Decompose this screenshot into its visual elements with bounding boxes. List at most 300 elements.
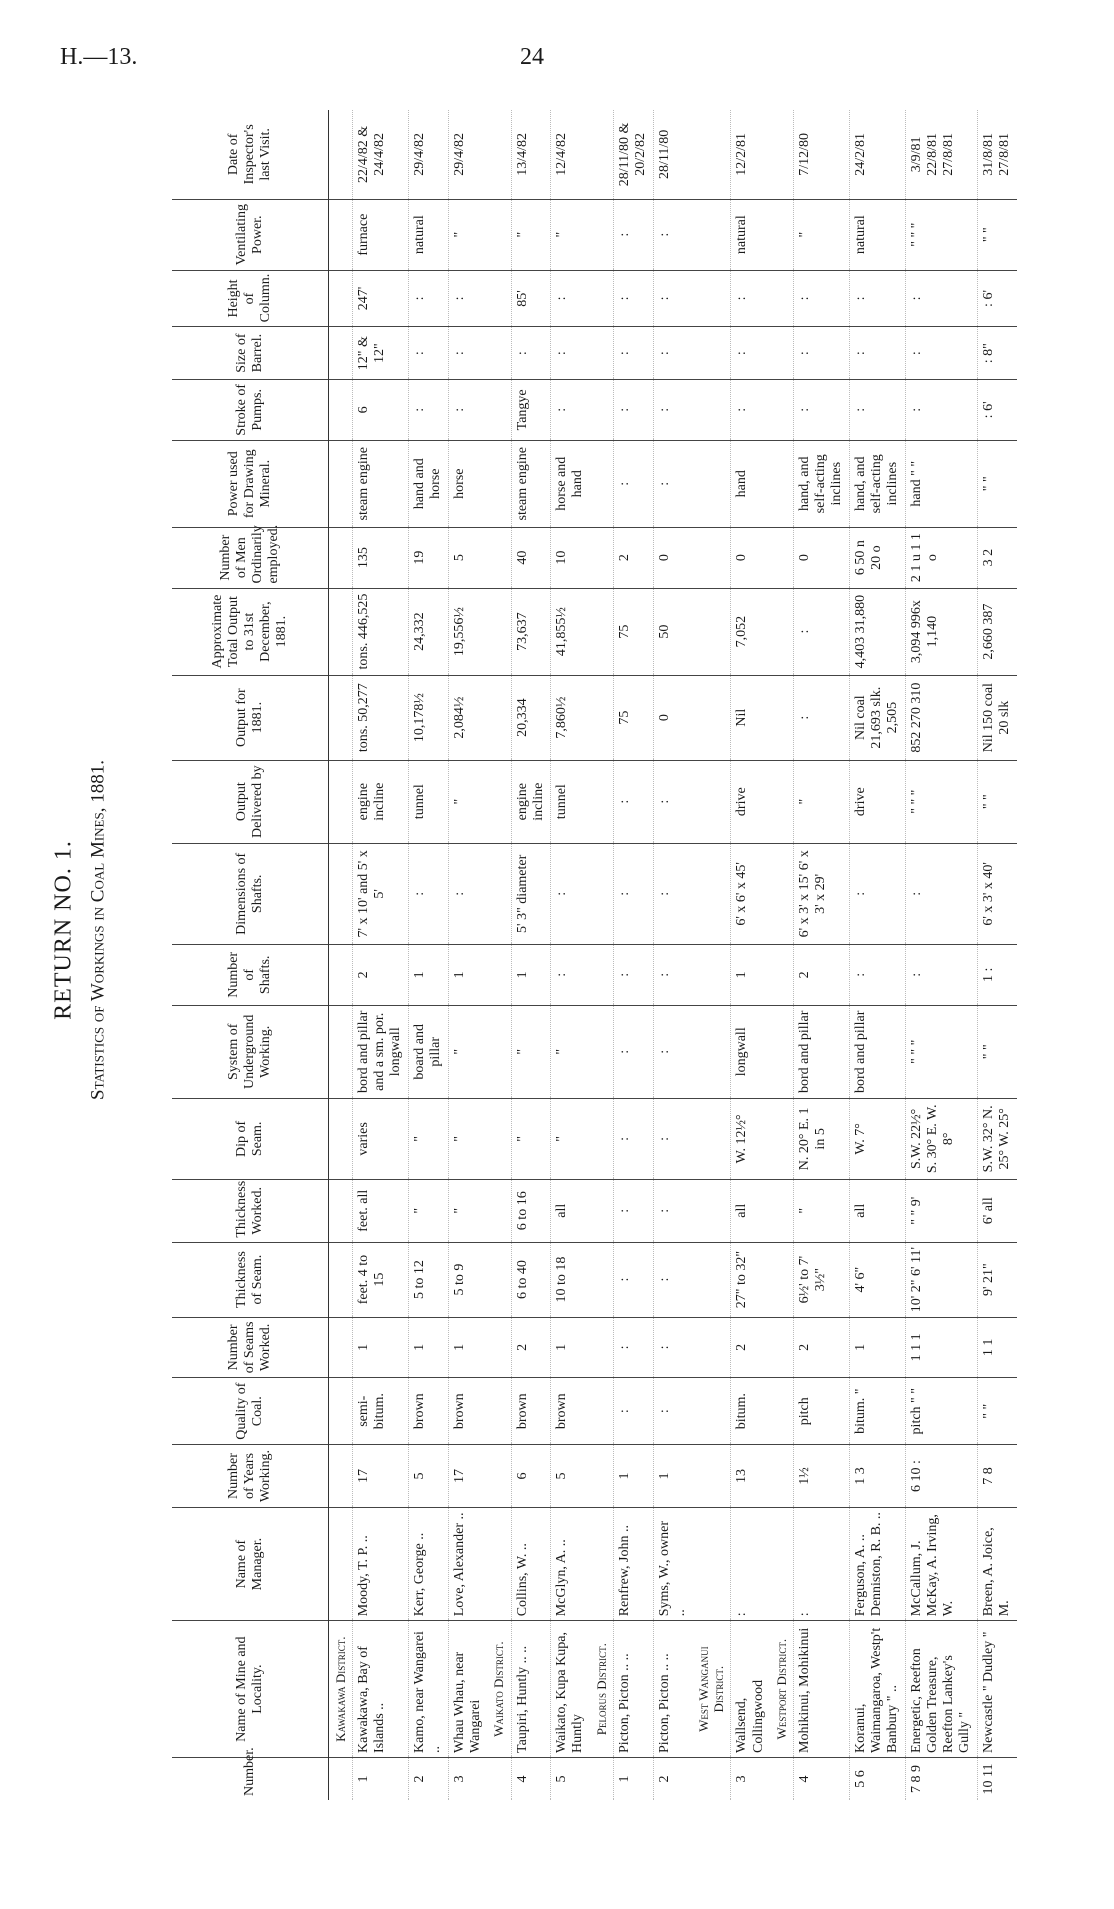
empty-cell: [329, 199, 353, 270]
table-cell: 12" & 12": [353, 327, 409, 380]
table-cell: Tangye: [511, 379, 551, 440]
empty-cell: [590, 1378, 614, 1445]
table-cell: board and pillar: [409, 1005, 449, 1098]
table-cell: :: [850, 270, 906, 327]
table-cell: ": [448, 1179, 487, 1242]
table-cell: :: [613, 379, 653, 440]
column-header: Approximate Total Output to 31st December, 1881.: [172, 588, 329, 675]
table-cell: engine incline: [353, 760, 409, 843]
table-cell: 0: [731, 527, 770, 588]
table-cell: :: [906, 944, 978, 1005]
table-body: [329, 110, 1018, 1800]
empty-cell: [692, 1098, 731, 1179]
empty-cell: [770, 944, 794, 1005]
table-cell: tons. 50,277: [353, 675, 409, 760]
table-cell: tunnel: [551, 760, 590, 843]
table-cell: :: [731, 270, 770, 327]
table-cell: 1: [511, 944, 551, 1005]
table-cell: S.W. 32° N. 25° W. 25°: [978, 1098, 1017, 1179]
table-cell: " " ": [906, 760, 978, 843]
table-cell: 24,332: [409, 588, 449, 675]
table-cell: ": [551, 1005, 590, 1098]
table-cell: 2: [511, 1317, 551, 1378]
table-cell: :: [906, 327, 978, 380]
empty-cell: [590, 1179, 614, 1242]
empty-cell: [329, 1098, 353, 1179]
empty-cell: [487, 944, 511, 1005]
table-cell: pitch " ": [906, 1378, 978, 1445]
table-cell: brown: [511, 1378, 551, 1445]
column-header: Size of Barrel.: [172, 327, 329, 380]
table-cell: 5: [551, 1445, 590, 1508]
table-row: [731, 110, 770, 1800]
empty-cell: [590, 199, 614, 270]
table-cell: 5: [448, 527, 487, 588]
empty-cell: [329, 1242, 353, 1317]
table-cell: :: [409, 270, 449, 327]
table-cell: Nil coal 21,693 slk. 2,505: [850, 675, 906, 760]
table-cell: 41,855½: [551, 588, 590, 675]
empty-cell: [329, 1378, 353, 1445]
table-cell: 6' all: [978, 1179, 1017, 1242]
table-cell: 7,860½: [551, 675, 590, 760]
table-cell: 1 :: [978, 944, 1017, 1005]
table-cell: 5: [409, 1445, 449, 1508]
table-cell: 2 1 u 1 1 o: [906, 527, 978, 588]
table-cell: 1: [653, 1445, 692, 1508]
empty-cell: [487, 1507, 511, 1620]
table-cell: " " ": [906, 1005, 978, 1098]
table-cell: 2: [656, 1775, 672, 1783]
table-cell: :: [613, 1378, 653, 1445]
table-cell: Taupiri, Huntly .. ..: [511, 1621, 551, 1758]
table-cell: Collins, W. ..: [511, 1507, 551, 1620]
table-cell: 2: [412, 1775, 428, 1783]
table-cell: 3: [451, 1775, 467, 1783]
empty-cell: [487, 1317, 511, 1378]
table-cell: ": [511, 1005, 551, 1098]
district-heading: Pelorus District.: [590, 1621, 614, 1758]
table-cell: 3 2: [978, 527, 1017, 588]
empty-cell: [770, 588, 794, 675]
table-cell: brown: [448, 1378, 487, 1445]
table-cell: 6' x 3' x 15' 6' x 3' x 29': [794, 843, 850, 944]
table-cell: :: [794, 270, 850, 327]
empty-cell: [487, 1179, 511, 1242]
empty-cell: [692, 1005, 731, 1098]
table-cell: Newcastle " Dudley ": [978, 1621, 1017, 1758]
table-cell: :: [794, 379, 850, 440]
table-cell: 2: [353, 944, 409, 1005]
table-row: [409, 110, 449, 1800]
table-cell: 12/2/81: [731, 110, 770, 199]
table-cell: steam engine: [353, 440, 409, 527]
empty-cell: [590, 527, 614, 588]
table-cell: :: [850, 843, 906, 944]
table-cell: natural: [850, 199, 906, 270]
table-cell: Mohikinui, Mohikinui: [794, 1621, 850, 1758]
empty-cell: [329, 1445, 353, 1508]
table-cell: ": [511, 1098, 551, 1179]
district-heading: West Wanganui District.: [692, 1621, 731, 1758]
empty-cell: [487, 1098, 511, 1179]
table-cell: 1: [731, 944, 770, 1005]
table-cell: :: [409, 327, 449, 380]
table-cell: 0: [653, 675, 692, 760]
table-cell: 6: [511, 1445, 551, 1508]
table-cell: " ": [978, 199, 1017, 270]
table-cell: " ": [978, 1378, 1017, 1445]
empty-cell: [329, 110, 353, 199]
empty-cell: [590, 440, 614, 527]
empty-cell: [692, 944, 731, 1005]
table-cell: " ": [978, 760, 1017, 843]
column-header: Power used for Drawing Mineral.: [172, 440, 329, 527]
column-header: Output for 1881.: [172, 675, 329, 760]
table-cell: :: [850, 379, 906, 440]
column-header: Stroke of Pumps.: [172, 379, 329, 440]
table-cell: 22/4/82 & 24/4/82: [353, 110, 409, 199]
empty-cell: [487, 760, 511, 843]
empty-cell: [329, 944, 353, 1005]
table-cell: 7/12/80: [794, 110, 850, 199]
empty-cell: [487, 270, 511, 327]
table-cell: hand, and self-acting inclines: [794, 440, 850, 527]
table-cell: 5 to 9: [448, 1242, 487, 1317]
table-cell: :: [794, 588, 850, 675]
table-cell: feet. all: [353, 1179, 409, 1242]
table-cell: 5: [554, 1775, 570, 1783]
table-cell: 19: [409, 527, 449, 588]
empty-cell: [590, 675, 614, 760]
empty-cell: [590, 1317, 614, 1378]
empty-cell: [590, 379, 614, 440]
table-cell: 13: [731, 1445, 770, 1508]
table-cell: 247': [353, 270, 409, 327]
column-header: Number.: [172, 1757, 329, 1800]
table-cell: Koranui, Waimangaroa, Westp't Banbury " ..: [850, 1621, 906, 1758]
table-cell: 1: [356, 1775, 372, 1783]
column-header: Height of Column.: [172, 270, 329, 327]
table-cell: 27" to 32": [731, 1242, 770, 1317]
coal-mines-table: [172, 110, 1017, 1800]
table-cell: 75: [613, 588, 653, 675]
empty-cell: [329, 1507, 353, 1620]
table-cell: all: [731, 1179, 770, 1242]
table-cell: " " 9': [906, 1179, 978, 1242]
empty-cell: [329, 440, 353, 527]
table-cell: ": [794, 760, 850, 843]
column-header: Date of Inspector's last Visit.: [172, 110, 329, 199]
empty-cell: [329, 379, 353, 440]
table-cell: 6 50 n 20 o: [850, 527, 906, 588]
table-cell: :: [613, 760, 653, 843]
table-cell: 73,637: [511, 588, 551, 675]
empty-cell: [487, 1378, 511, 1445]
empty-cell: [770, 110, 794, 199]
table-cell: :: [653, 327, 692, 380]
district-row: [590, 110, 614, 1800]
table-cell: 6 to 40: [511, 1242, 551, 1317]
table-cell: 1: [409, 944, 449, 1005]
empty-cell: [692, 760, 731, 843]
empty-cell: [487, 1757, 511, 1800]
empty-cell: [590, 110, 614, 199]
table-cell: 6 to 16: [511, 1179, 551, 1242]
table-cell: :: [551, 379, 590, 440]
empty-cell: [487, 199, 511, 270]
table-cell: W. 12½°: [731, 1098, 770, 1179]
empty-cell: [770, 760, 794, 843]
table-cell: 17: [448, 1445, 487, 1508]
empty-cell: [692, 588, 731, 675]
empty-cell: [692, 1378, 731, 1445]
table-cell: Nil: [731, 675, 770, 760]
table-cell: :: [653, 1242, 692, 1317]
empty-cell: [692, 270, 731, 327]
table-cell: semi-bitum.: [353, 1378, 409, 1445]
table-cell: 29/4/82: [448, 110, 487, 199]
empty-cell: [770, 1507, 794, 1620]
table-cell: : 6': [978, 379, 1017, 440]
column-header: Number of Years Working.: [172, 1445, 329, 1508]
table-cell: 3: [734, 1775, 750, 1783]
table-cell: 7 8 9: [909, 1765, 925, 1793]
table-cell: 13/4/82: [511, 110, 551, 199]
empty-cell: [692, 675, 731, 760]
table-cell: :: [613, 843, 653, 944]
district-row: [692, 110, 731, 1800]
table-cell: :: [613, 327, 653, 380]
table-cell: bord and pillar: [794, 1005, 850, 1098]
table-cell: 6½' to 7' 3½": [794, 1242, 850, 1317]
table-cell: 2,084½: [448, 675, 487, 760]
table-cell: 1: [448, 944, 487, 1005]
table-cell: 20,334: [511, 675, 551, 760]
table-cell: :: [653, 199, 692, 270]
table-cell: 135: [353, 527, 409, 588]
table-cell: :: [613, 944, 653, 1005]
table-cell: bitum. ": [850, 1378, 906, 1445]
empty-cell: [487, 1242, 511, 1317]
table-cell: :: [653, 1378, 692, 1445]
table-cell: 2: [613, 527, 653, 588]
table-cell: :: [613, 270, 653, 327]
table-cell: :: [448, 327, 487, 380]
table-cell: :: [409, 843, 449, 944]
column-header: Output Delivered by: [172, 760, 329, 843]
table-cell: McCallum, J. McKay, A. Irving, W.: [906, 1507, 978, 1620]
table-cell: :: [448, 379, 487, 440]
empty-cell: [487, 675, 511, 760]
table-cell: 2: [794, 944, 850, 1005]
empty-cell: [329, 588, 353, 675]
table-cell: hand: [731, 440, 770, 527]
empty-cell: [487, 527, 511, 588]
table-cell: natural: [409, 199, 449, 270]
table-cell: 4,403 31,880: [850, 588, 906, 675]
empty-cell: [590, 944, 614, 1005]
table-cell: ": [551, 199, 590, 270]
table-cell: 10: [551, 527, 590, 588]
table-row: [511, 110, 551, 1800]
table-cell: hand, and self-acting inclines: [850, 440, 906, 527]
table-cell: Love, Alexander ..: [448, 1507, 487, 1620]
table-cell: :: [613, 1005, 653, 1098]
table-cell: Syms, W., owner ..: [653, 1507, 692, 1620]
table-cell: bitum.: [731, 1378, 770, 1445]
empty-cell: [770, 1098, 794, 1179]
page-reference: H.—13.: [60, 44, 138, 70]
column-header: Quality of Coal.: [172, 1378, 329, 1445]
table-cell: :: [653, 843, 692, 944]
empty-cell: [692, 199, 731, 270]
district-heading: Westport District.: [770, 1621, 794, 1758]
table-cell: 5 6: [853, 1770, 869, 1788]
table-cell: 3,094 996x 1,140: [906, 588, 978, 675]
table-cell: ": [551, 1098, 590, 1179]
table-cell: :: [794, 327, 850, 380]
table-cell: 1: [353, 1317, 409, 1378]
table-cell: :: [448, 843, 487, 944]
table-row: [448, 110, 487, 1800]
empty-cell: [329, 1757, 353, 1800]
empty-cell: [770, 440, 794, 527]
table-cell: 6' x 3' x 40': [978, 843, 1017, 944]
table-subtitle: Statistics of Workings in Coal Mines, 1881.: [87, 760, 109, 1100]
empty-cell: [692, 327, 731, 380]
table-cell: :: [653, 270, 692, 327]
table-cell: 31/8/81 27/8/81: [978, 110, 1017, 199]
empty-cell: [692, 527, 731, 588]
table-cell: 9' 21": [978, 1242, 1017, 1317]
column-header: Ventilating Power.: [172, 199, 329, 270]
table-cell: 2,660 387: [978, 588, 1017, 675]
table-cell: 3/9/81 22/8/81 27/8/81: [906, 110, 978, 199]
return-number: RETURN NO. 1.: [50, 840, 77, 1020]
table-row: [850, 110, 906, 1800]
column-header: Thickness of Seam.: [172, 1242, 329, 1317]
table-cell: tons. 446,525: [353, 588, 409, 675]
empty-cell: [487, 588, 511, 675]
table-cell: Picton, Picton .. ..: [653, 1621, 692, 1758]
table-cell: :: [551, 843, 590, 944]
empty-cell: [590, 1445, 614, 1508]
empty-cell: [770, 1317, 794, 1378]
page-number: 24: [520, 44, 544, 70]
table-cell: Ferguson, A. .. Denniston, R. B. ..: [850, 1507, 906, 1620]
table-cell: :: [906, 270, 978, 327]
table-cell: 1: [616, 1775, 632, 1783]
empty-cell: [692, 379, 731, 440]
table-cell: " " ": [906, 199, 978, 270]
table-cell: 10 to 18: [551, 1242, 590, 1317]
table-cell: ": [794, 199, 850, 270]
table-cell: hand and horse: [409, 440, 449, 527]
table-cell: 24/2/81: [850, 110, 906, 199]
table-cell: :: [653, 760, 692, 843]
table-cell: 50: [653, 588, 692, 675]
table-cell: 1½: [794, 1445, 850, 1508]
table-cell: Picton, Picton .. ..: [613, 1621, 653, 1758]
table-cell: 4: [514, 1775, 530, 1783]
empty-cell: [770, 199, 794, 270]
table-cell: :: [653, 440, 692, 527]
table-cell: 1: [409, 1317, 449, 1378]
table-cell: hand " ": [906, 440, 978, 527]
district-row: [487, 110, 511, 1800]
table-cell: 85': [511, 270, 551, 327]
table-cell: 1 1 1: [906, 1317, 978, 1378]
empty-cell: [692, 1242, 731, 1317]
table-cell: :: [448, 270, 487, 327]
empty-cell: [692, 440, 731, 527]
empty-cell: [590, 843, 614, 944]
table-cell: ": [448, 1098, 487, 1179]
table-row: [353, 110, 409, 1800]
table-cell: ": [448, 199, 487, 270]
table-cell: " ": [978, 1005, 1017, 1098]
table-cell: :: [906, 843, 978, 944]
table-cell: brown: [551, 1378, 590, 1445]
empty-cell: [487, 327, 511, 380]
table-cell: 2: [731, 1317, 770, 1378]
table-cell: 17: [353, 1445, 409, 1508]
table-cell: Nil 150 coal 20 slk: [978, 675, 1017, 760]
empty-cell: [590, 1757, 614, 1800]
empty-cell: [770, 527, 794, 588]
table-cell: : 8": [978, 327, 1017, 380]
table-cell: :: [613, 1098, 653, 1179]
empty-cell: [329, 270, 353, 327]
empty-cell: [590, 1242, 614, 1317]
empty-cell: [487, 843, 511, 944]
empty-cell: [770, 379, 794, 440]
table-cell: " ": [978, 440, 1017, 527]
table-cell: steam engine: [511, 440, 551, 527]
table-cell: 4: [797, 1775, 813, 1783]
table-cell: :: [653, 944, 692, 1005]
empty-cell: [770, 675, 794, 760]
table-title: [51, 530, 110, 1330]
table-cell: 1: [850, 1317, 906, 1378]
table-cell: :: [409, 379, 449, 440]
table-row: [794, 110, 850, 1800]
table-cell: : 6': [978, 270, 1017, 327]
table-cell: bord and pillar: [850, 1005, 906, 1098]
table-cell: engine incline: [511, 760, 551, 843]
table-cell: :: [613, 1242, 653, 1317]
empty-cell: [590, 588, 614, 675]
table-cell: Breen, A. Joice, M.: [978, 1507, 1017, 1620]
empty-cell: [329, 843, 353, 944]
table-cell: :: [653, 1005, 692, 1098]
empty-cell: [487, 379, 511, 440]
table-cell: 1 3: [850, 1445, 906, 1508]
column-header: System of Underground Working.: [172, 1005, 329, 1098]
table-cell: ": [448, 760, 487, 843]
statistics-table-container: [172, 110, 1017, 1800]
empty-cell: [329, 1005, 353, 1098]
empty-cell: [590, 1005, 614, 1098]
district-row: [329, 110, 353, 1800]
table-cell: 0: [794, 527, 850, 588]
table-cell: pitch: [794, 1378, 850, 1445]
table-cell: :: [551, 270, 590, 327]
table-cell: :: [613, 1179, 653, 1242]
table-cell: Renfrew, John ..: [613, 1507, 653, 1620]
table-cell: :: [850, 944, 906, 1005]
